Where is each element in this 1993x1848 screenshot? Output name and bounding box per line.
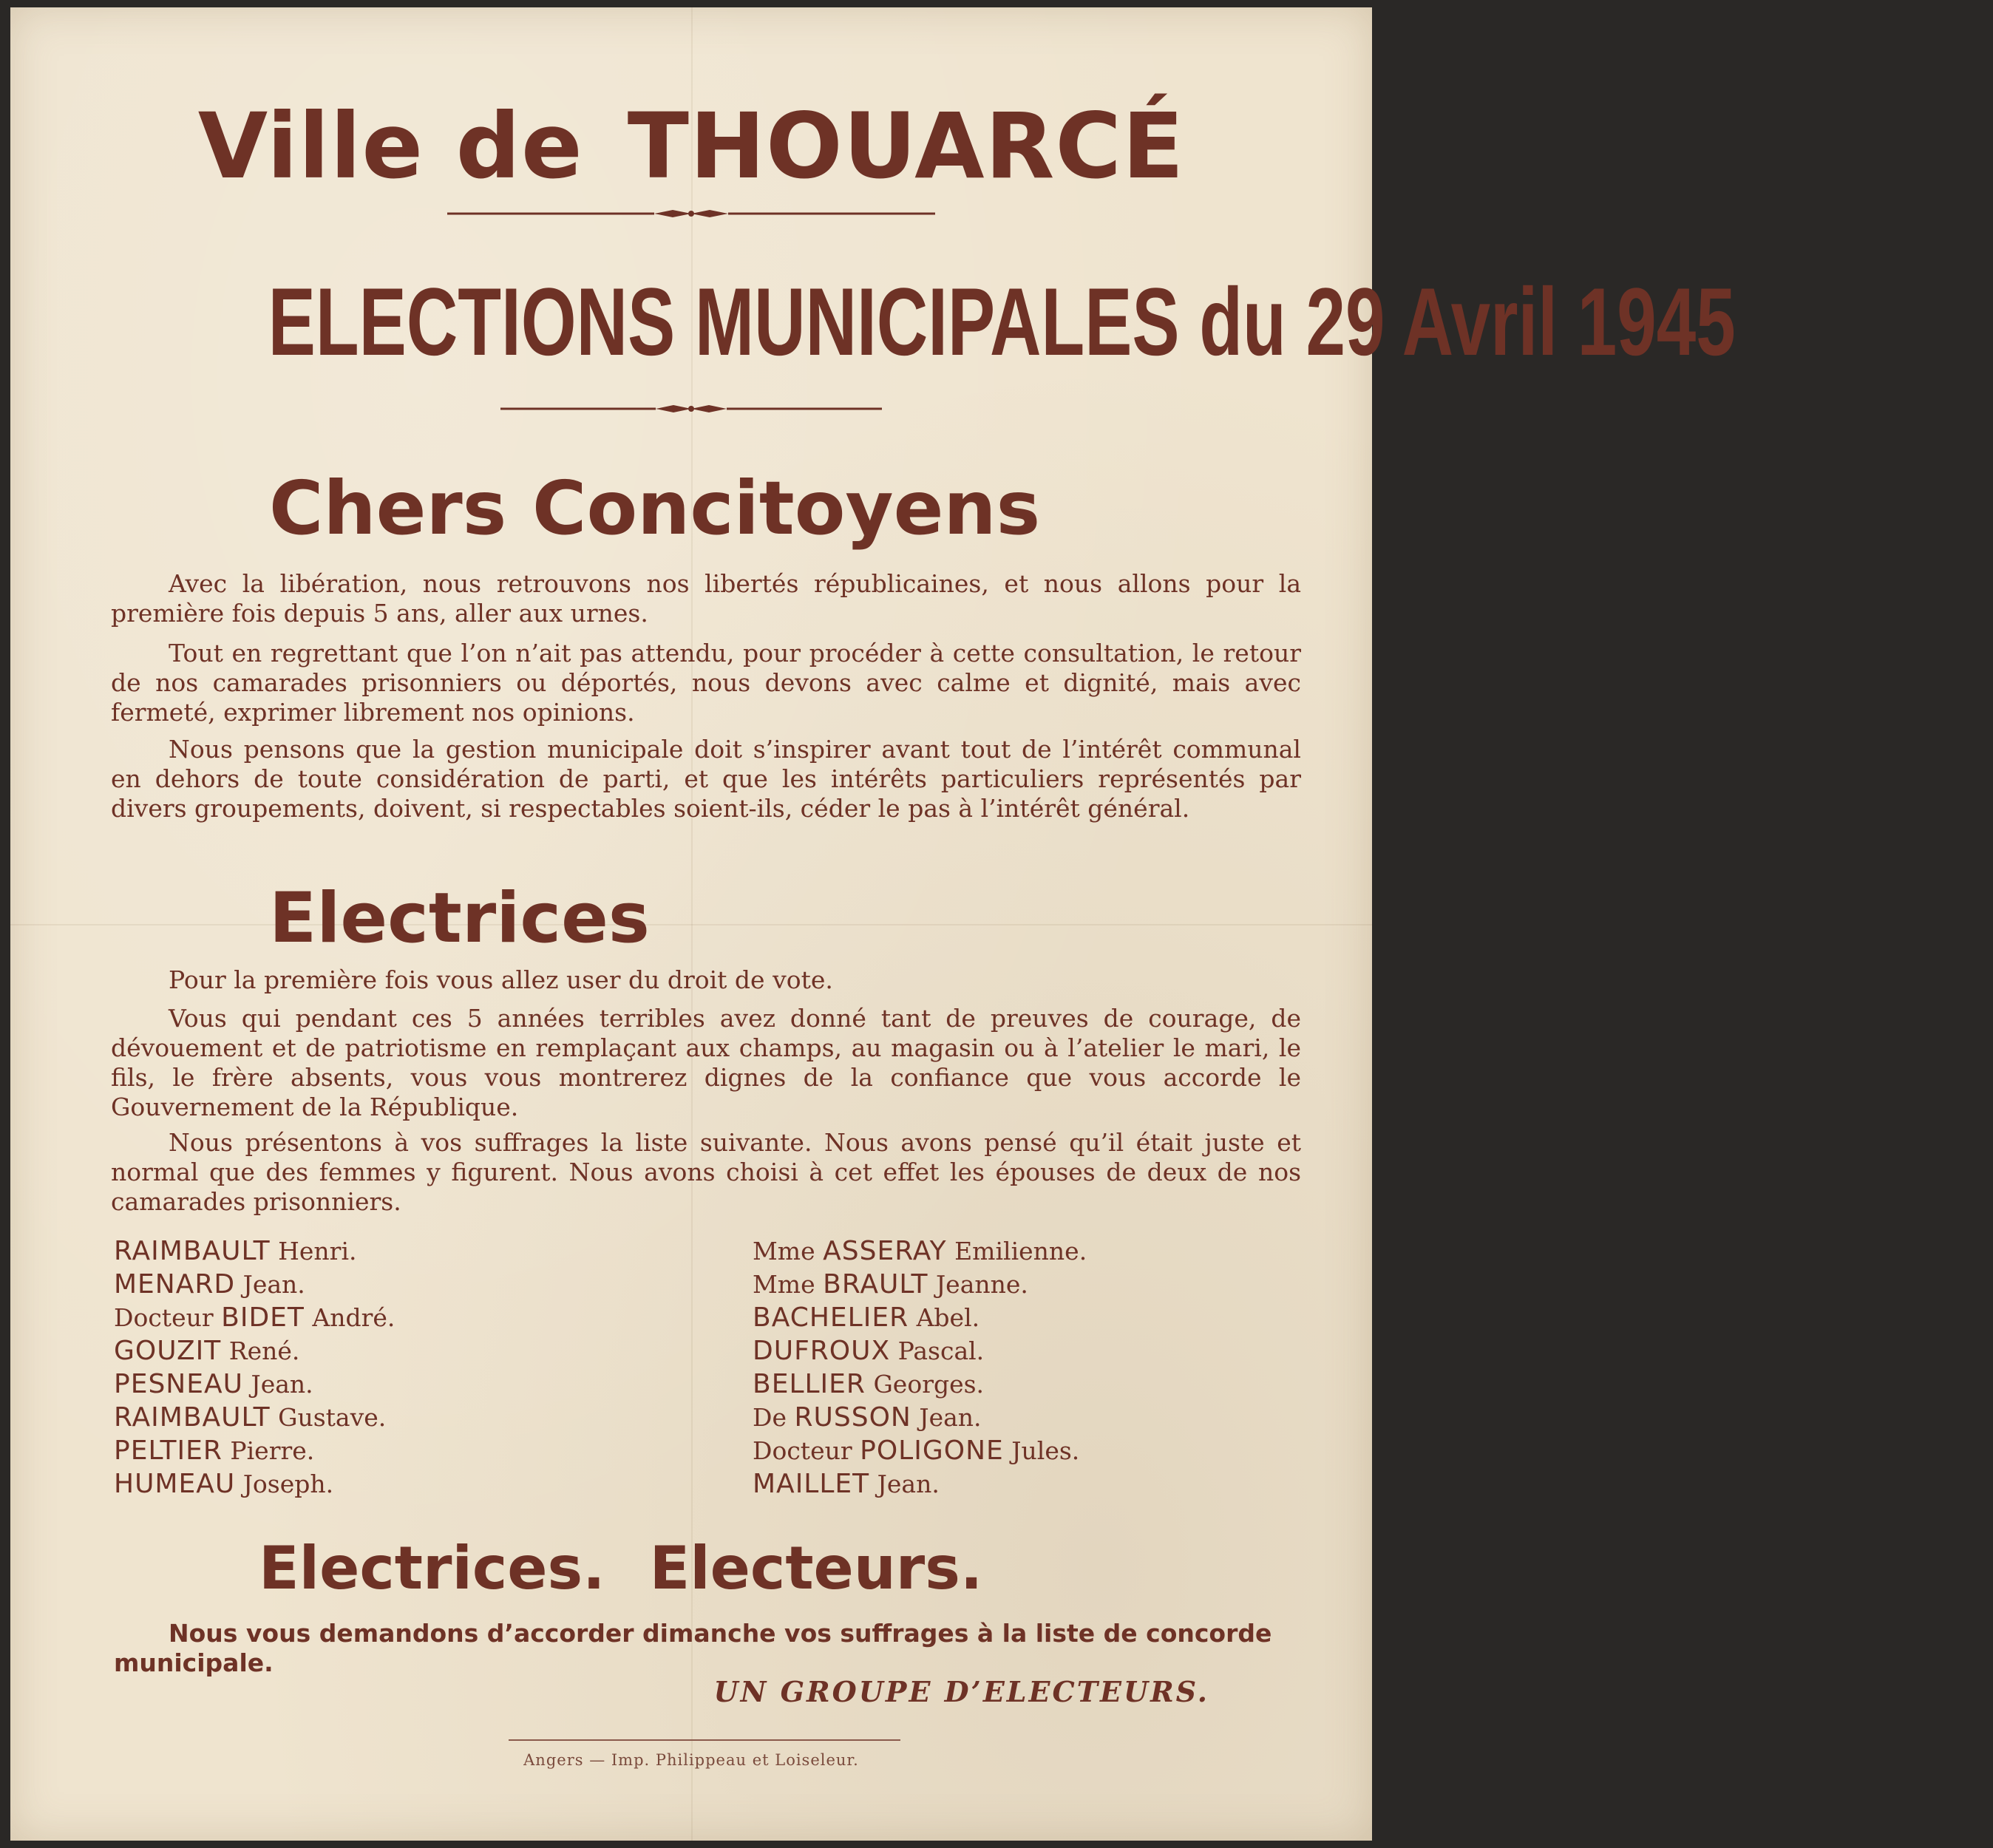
candidate: RAIMBAULT Henri. bbox=[114, 1236, 357, 1266]
women-paragraph-2: Vous qui pendant ces 5 années terribles avez donné tant de preuves de courage, de dévouement et de patriotisme en remplaçant aux champs, au magasin ou à l’atelier le mari, le fils, le frère absents, vous vous montrerez dignes de la confiance que vous accorde le Gouvernement de la République. bbox=[111, 1004, 1301, 1121]
town-name: THOUARCÉ bbox=[627, 94, 1185, 199]
appeal-text: Nous vous demandons d’accorder dimanche vos suffrages à la liste de concorde municipale. bbox=[114, 1619, 1272, 1677]
candidate: MAILLET Jean. bbox=[753, 1469, 940, 1499]
candidate: GOUZIT René. bbox=[114, 1336, 300, 1366]
poster bbox=[10, 7, 1736, 1841]
women-paragraph-3: Nous présentons à vos suffrages la liste suivante. Nous avons pensé qu’il était juste et normal que des femmes y figurent. Nous avons choisi à cet effet les épouses de deux de nos camarades prisonniers. bbox=[111, 1128, 1301, 1216]
fold-line-horizontal bbox=[10, 924, 1372, 925]
candidate: Mme ASSERAY Emilienne. bbox=[753, 1236, 1087, 1266]
elections-title-text: ELECTIONS MUNICIPALES du 29 Avril 1945 bbox=[268, 268, 1736, 376]
ornament-rule-top bbox=[447, 208, 935, 219]
candidate: RAIMBAULT Gustave. bbox=[114, 1402, 387, 1433]
women-heading: Electrices bbox=[269, 878, 650, 959]
intro-paragraph-1: Avec la libération, nous retrouvons nos libertés républicaines, et nous allons pour la première fois depuis 5 ans, aller aux urnes. bbox=[111, 569, 1301, 628]
women-paragraph-1: Pour la première fois vous allez user du droit de vote. bbox=[169, 965, 833, 994]
closing-electrices: Electrices. bbox=[259, 1534, 605, 1603]
candidate-list-left bbox=[114, 1234, 395, 1501]
candidate: Docteur BIDET André. bbox=[114, 1302, 395, 1333]
candidate: PELTIER Pierre. bbox=[114, 1436, 315, 1466]
intro-paragraph-3: Nous pensons que la gestion municipale doit s’inspirer avant tout de l’intérêt communal en dehors de toute considération de parti, et que les intérêts particuliers représentés par divers groupements, doivent, si respectables soient-ils, céder le pas à l’intérêt général. bbox=[111, 735, 1301, 823]
candidate: De RUSSON Jean. bbox=[753, 1402, 982, 1433]
printer-credit: Angers — Imp. Philippeau et Loiseleur. bbox=[523, 1751, 859, 1769]
candidate: Docteur POLIGONE Jules. bbox=[753, 1436, 1080, 1466]
candidate: DUFROUX Pascal. bbox=[753, 1336, 985, 1366]
closing-electeurs: Electeurs. bbox=[649, 1534, 983, 1603]
town-heading bbox=[10, 95, 1372, 198]
candidate: BELLIER Georges. bbox=[753, 1369, 985, 1399]
candidate-list-right bbox=[753, 1234, 1087, 1501]
printer-rule bbox=[509, 1739, 900, 1741]
closing-heading bbox=[259, 1532, 982, 1606]
town-prefix: Ville de bbox=[197, 94, 583, 199]
signature: UN GROUPE D’ELECTEURS. bbox=[713, 1675, 1209, 1708]
candidate: BACHELIER Abel. bbox=[753, 1302, 980, 1333]
candidate: HUMEAU Joseph. bbox=[114, 1469, 334, 1499]
ornament-rule-bottom bbox=[500, 404, 882, 414]
candidate: PESNEAU Jean. bbox=[114, 1369, 313, 1399]
greeting-heading: Chers Concitoyens bbox=[269, 465, 1041, 551]
intro-paragraph-2: Tout en regrettant que l’on n’ait pas attendu, pour procéder à cette consultation, le retour de nos camarades prisonniers ou déportés, nous devons avec calme et dignité, mais avec fermeté, exprimer librement nos opinions. bbox=[111, 639, 1301, 727]
candidate: Mme BRAULT Jeanne. bbox=[753, 1269, 1028, 1300]
elections-title bbox=[10, 266, 1736, 377]
candidate: MENARD Jean. bbox=[114, 1269, 305, 1300]
